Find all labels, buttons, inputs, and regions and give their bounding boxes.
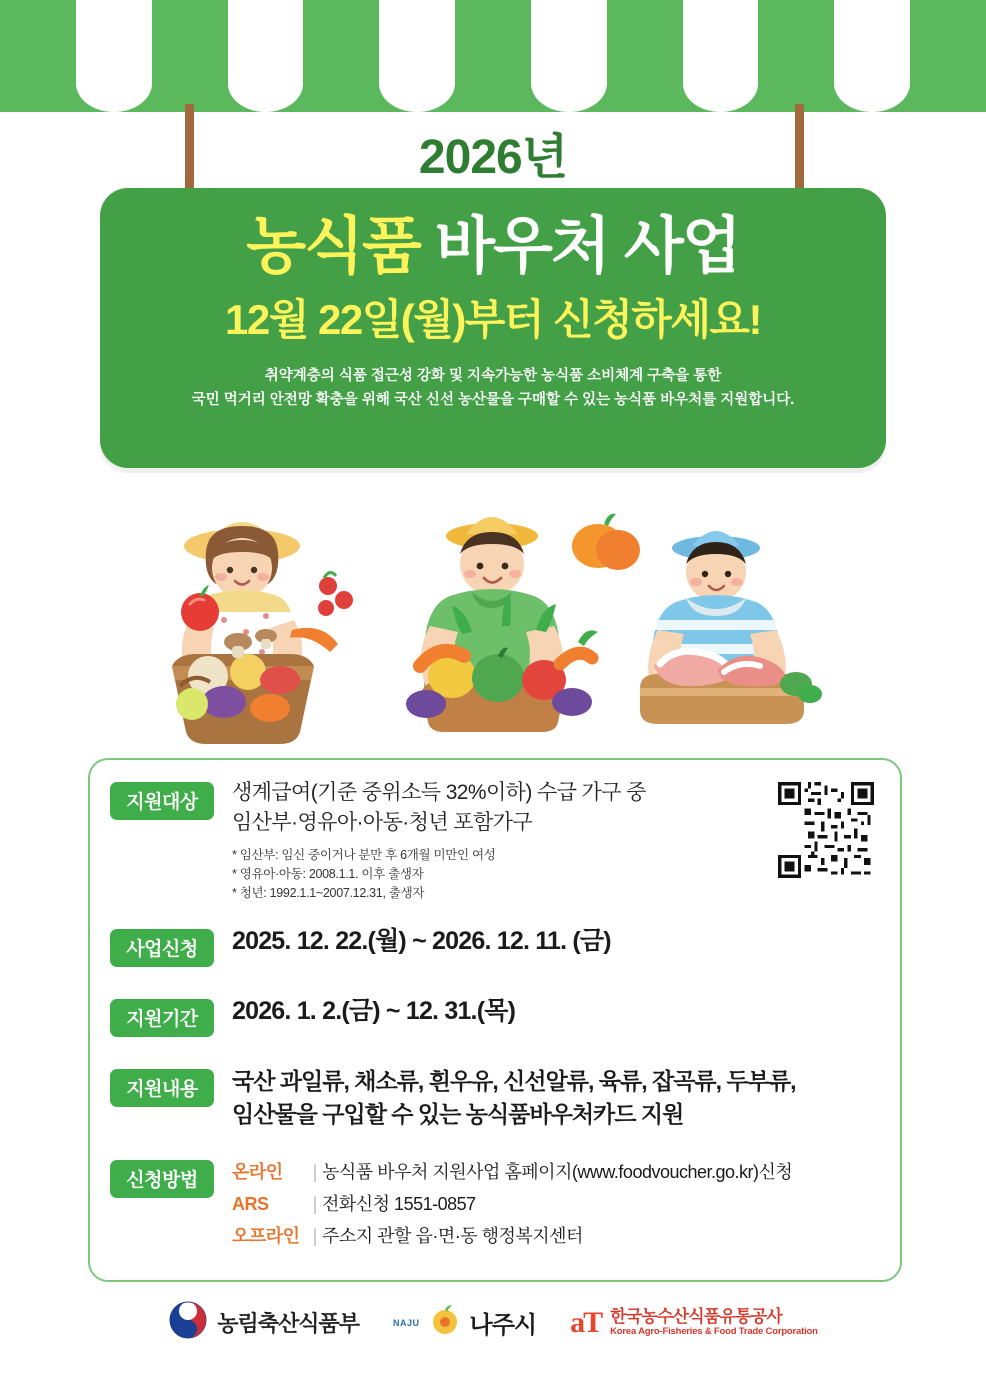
apply-method-offline <box>232 1222 884 1248</box>
info-row-support-content <box>90 1065 900 1132</box>
poster-description-line1: 취약계층의 식품 접근성 강화 및 지속가능한 농식품 소비체계 구축을 통한 <box>264 368 722 385</box>
awning-stripe <box>683 0 759 112</box>
target-notes <box>232 846 884 903</box>
awning-stripe <box>152 0 228 112</box>
info-tag-support-period: 지원기간 <box>110 999 214 1037</box>
info-tag-apply-method: 신청방법 <box>110 1160 214 1198</box>
logo-at-label-en: Korea Agro-Fisheries & Food Trade Corporation <box>610 1325 818 1337</box>
logo-naju-label: 나주시 <box>469 1312 537 1339</box>
naju-pear-icon <box>429 1304 461 1341</box>
target-line-1: 생계급여(기준 중위소득 32%이하) 수급 가구 중 <box>232 781 646 804</box>
illustration-basket-left <box>172 654 314 744</box>
info-row-application-period <box>90 925 900 967</box>
info-body-target <box>214 778 884 903</box>
support-content-line-1: 국산 과일류, 채소류, 흰우유, 신선알류, 육류, 잡곡류, 두부류, <box>232 1067 796 1094</box>
apply-method-online <box>232 1158 884 1184</box>
info-body-apply-method <box>214 1156 884 1254</box>
awning-stripe <box>0 0 76 112</box>
awning-stripe <box>455 0 531 112</box>
awning-stripes <box>0 0 986 112</box>
apply-method-ars-value[interactable]: 전화신청 1551-0857 <box>322 1193 476 1214</box>
info-tag-target: 지원대상 <box>110 782 214 820</box>
apply-method-divider: | <box>312 1161 318 1182</box>
apply-method-offline-label: 오프라인 <box>232 1225 300 1246</box>
poster-description <box>100 365 886 413</box>
info-tag-support-content: 지원내용 <box>110 1069 214 1107</box>
people-with-produce-illustration <box>120 480 866 760</box>
footer-logos <box>0 1300 986 1345</box>
awning-stripe <box>834 0 910 112</box>
logo-mafra <box>168 1300 359 1345</box>
info-tag-application-period: 사업신청 <box>110 929 214 967</box>
poster-description-line2: 국민 먹거리 안전망 확충을 위해 국산 신선 농산물을 구매할 수 있는 농식품 바우처를 지원합니다. <box>191 392 795 409</box>
poster-year: 2026년 <box>418 131 568 184</box>
poster-title <box>100 214 886 279</box>
poster-subtitle: 12월 22일(월)부터 신청하세요! <box>225 296 761 344</box>
apply-method-table <box>232 1158 884 1248</box>
support-content-line-2: 임산물을 구입할 수 있는 농식품바우처카드 지원 <box>232 1101 684 1128</box>
poster-title-highlight: 농식품 <box>246 212 420 281</box>
info-body-support-content <box>214 1065 884 1132</box>
apply-method-ars <box>232 1190 884 1216</box>
poster-title-rest: 바우처 사업 <box>419 212 740 281</box>
at-text-block <box>610 1308 818 1337</box>
apply-method-online-value[interactable]: 농식품 바우처 지원사업 홈페이지(www.foodvoucher.go.kr)신청 <box>322 1161 793 1182</box>
support-period-value: 2026. 1. 2.(금) ~ 12. 31.(목) <box>232 996 516 1025</box>
taegeuk-icon <box>168 1300 208 1345</box>
info-rows <box>90 778 900 1260</box>
awning-stripe <box>303 0 379 112</box>
awning-stripe <box>910 0 986 112</box>
apply-method-offline-value: 주소지 관할 읍·면·동 행정복지센터 <box>322 1225 583 1246</box>
apply-method-ars-label: ARS <box>232 1193 269 1214</box>
application-period-value: 2025. 12. 22.(월) ~ 2026. 12. 11. (금) <box>232 926 611 955</box>
awning-stripe <box>76 0 152 112</box>
info-card <box>88 758 902 1282</box>
target-line-2: 임산부·영유아·아동·청년 포함가구 <box>232 811 533 835</box>
logo-mafra-label: 농림축산식품부 <box>217 1311 360 1336</box>
info-row-target <box>90 778 900 903</box>
logo-at-label-kr: 한국농수산식품유통공사 <box>610 1306 782 1326</box>
awning-stripe <box>228 0 304 112</box>
logo-naju <box>393 1304 536 1341</box>
illustration-meat-board <box>640 649 822 724</box>
awning-stripe <box>607 0 683 112</box>
title-board <box>100 188 886 468</box>
target-note-2: * 영유아·아동: 2008.1.1. 이후 출생자 <box>232 866 424 881</box>
target-note-3: * 청년: 1992.1.1~2007.12.31, 출생자 <box>232 885 425 900</box>
awning-banner <box>0 0 986 112</box>
info-row-apply-method <box>90 1156 900 1254</box>
target-note-1: * 임산부: 임신 중이거나 분만 후 6개월 미만인 여성 <box>232 847 496 862</box>
apply-method-divider: | <box>312 1193 318 1214</box>
info-body-application-period <box>214 925 884 959</box>
apply-method-online-label: 온라인 <box>232 1161 283 1182</box>
apply-method-divider: | <box>312 1225 318 1246</box>
at-mark-label: aT <box>570 1305 602 1339</box>
awning-stripe <box>758 0 834 112</box>
awning-stripe <box>379 0 455 112</box>
naju-mark-label: NAJU <box>393 1317 420 1328</box>
logo-at <box>570 1306 818 1340</box>
info-body-support-period <box>214 995 884 1029</box>
info-row-support-period <box>90 995 900 1037</box>
awning-stripe <box>531 0 607 112</box>
